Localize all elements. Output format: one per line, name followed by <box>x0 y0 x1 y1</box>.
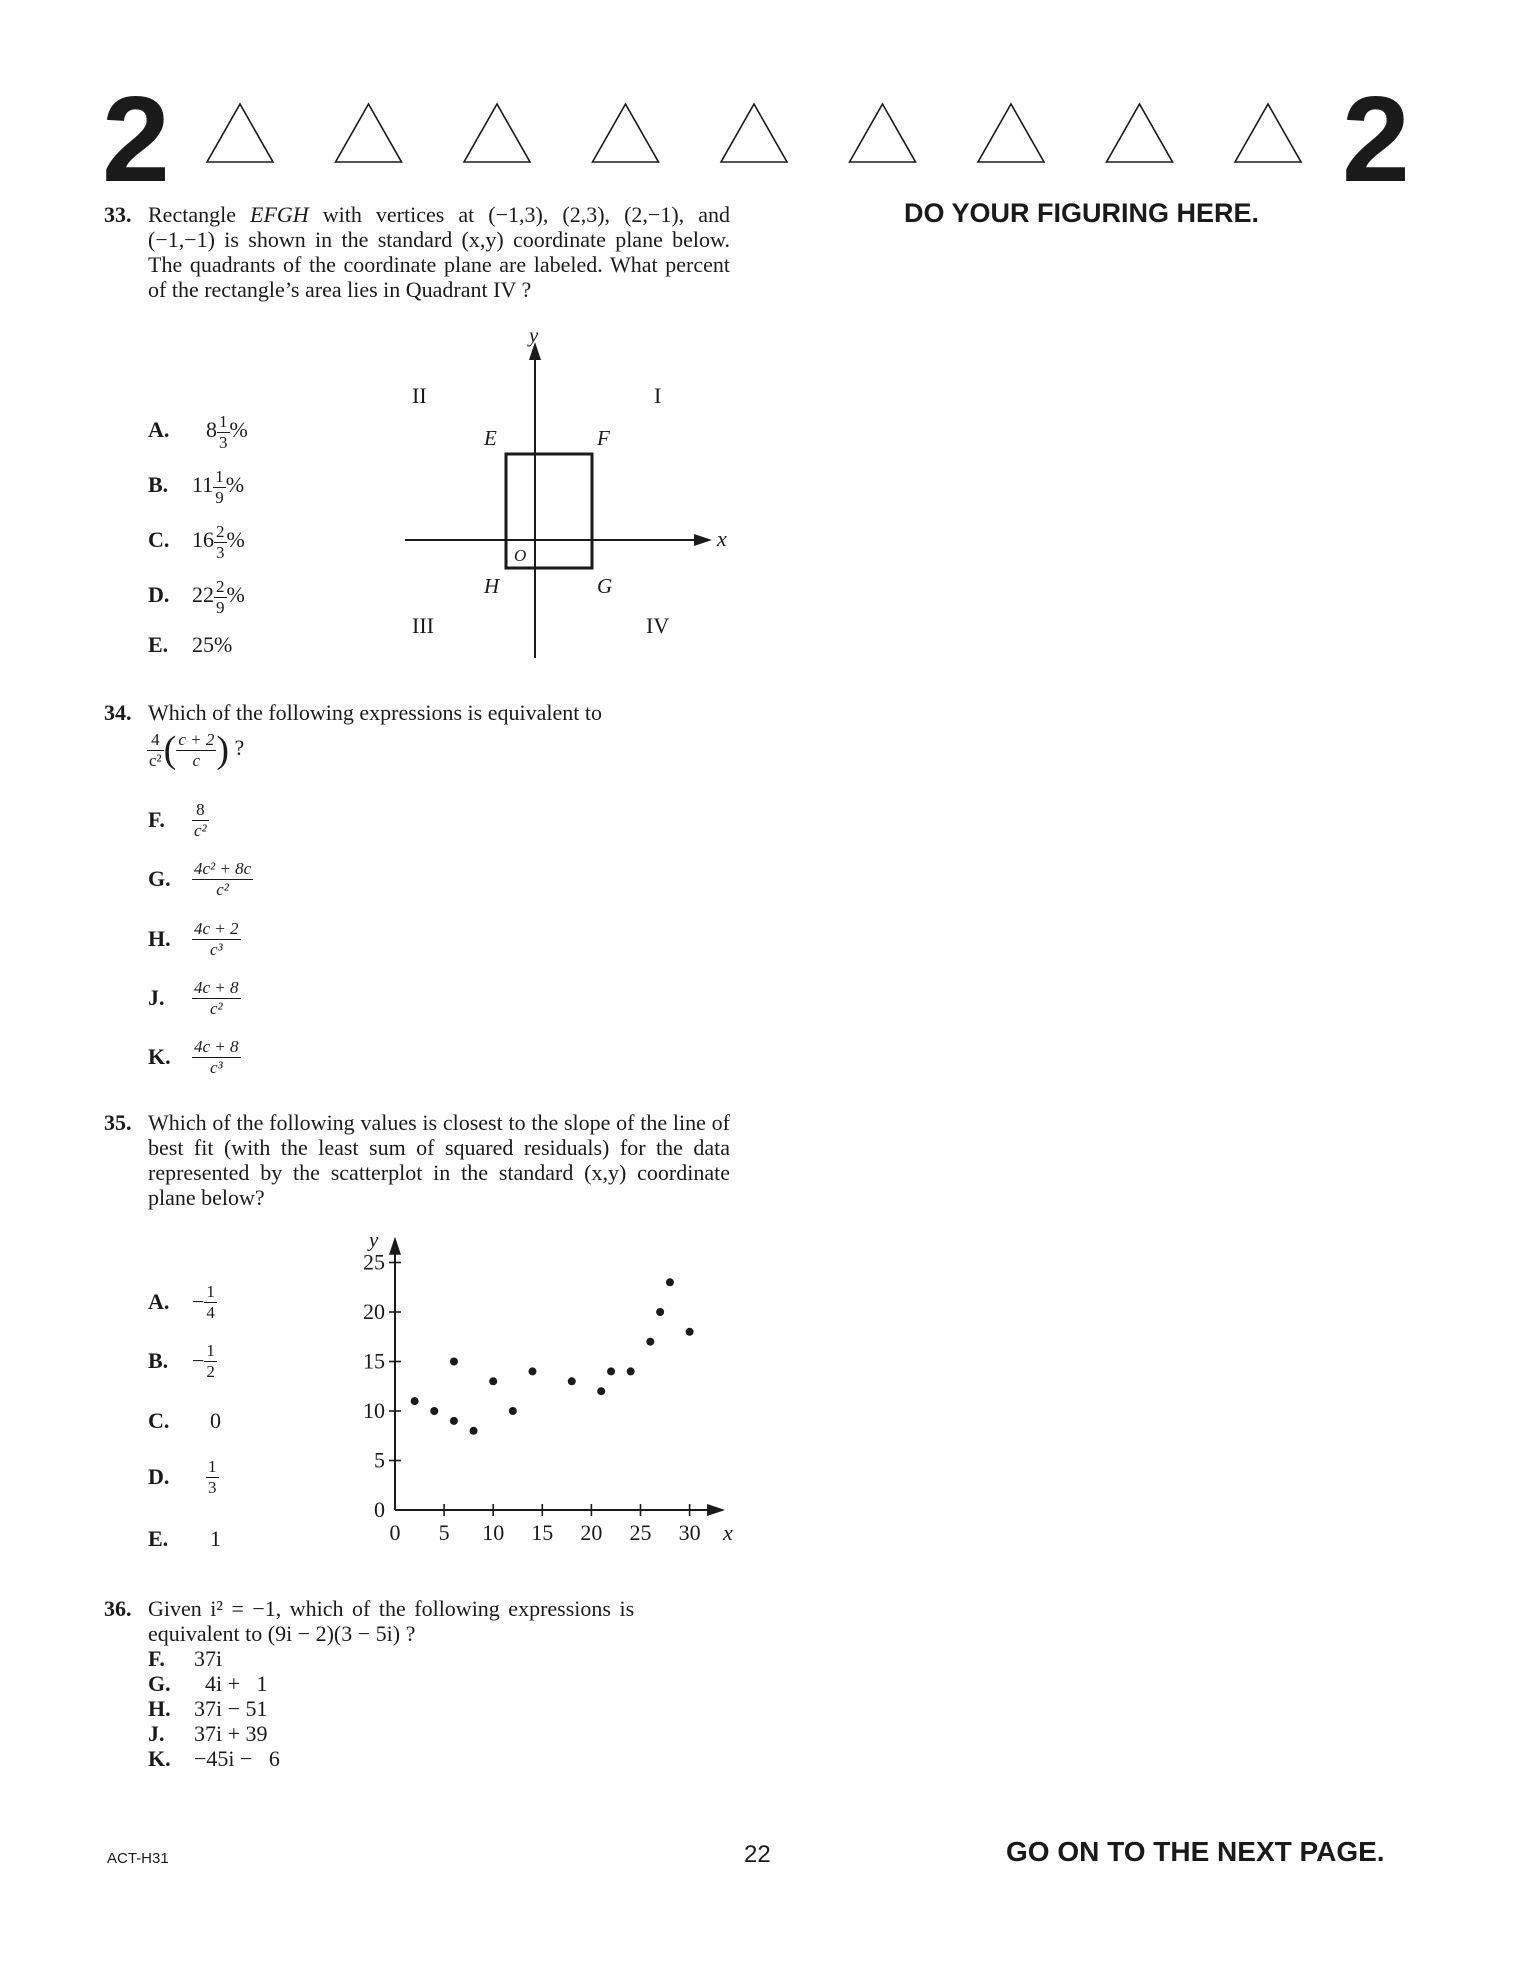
option-b[interactable]: B. 11 $\frac{1}{9}$ % <box>148 467 245 507</box>
fraction: $\frac{\text{4c² + 8c}}{\text{c²}}$ <box>194 859 252 899</box>
y-axis-arrow <box>389 1237 401 1255</box>
x-tick-label: 0 <box>389 1520 401 1545</box>
expression-34: $\frac{4}{\text{c²}}$ ( $\frac{c + 2}{c}$ ) ? <box>149 729 245 771</box>
option-h[interactable]: H. 37i − 51 <box>148 1696 268 1721</box>
triangle-icon <box>464 104 530 162</box>
data-point <box>686 1328 694 1336</box>
option-j[interactable]: J. 37i + 39 <box>148 1721 268 1746</box>
x-tick-label: 20 <box>580 1520 603 1545</box>
data-point <box>489 1377 497 1385</box>
question-text: Given i² = −1, which of the following expressions is equivalent to (9i − 2)(3 − 5i) ? <box>148 1596 635 1646</box>
fraction: $\frac{c + 2}{c}$ <box>178 729 215 770</box>
x-axis-arrow <box>694 534 712 546</box>
x-tick-label: 25 <box>629 1520 652 1545</box>
option-j[interactable]: J. $\frac{4c + 8}{\text{c²}}$ <box>148 978 239 1018</box>
x-tick-label: 10 <box>482 1520 505 1545</box>
data-point <box>597 1387 605 1395</box>
question-36 <box>104 1596 730 1646</box>
quadrant-ii-label: II <box>412 383 427 408</box>
question-35 <box>104 1110 730 1210</box>
fraction: $\frac{2}{9}$ <box>216 577 225 617</box>
next-page-label: GO ON TO THE NEXT PAGE. <box>1006 1836 1385 1867</box>
x-axis-arrow <box>707 1504 725 1516</box>
quadrant-i-label: I <box>654 383 662 408</box>
triangle-icon <box>850 104 916 162</box>
fraction: $\frac{2}{3}$ <box>216 522 225 562</box>
y-tick-label: 15 <box>363 1348 385 1374</box>
figuring-label: DO YOUR FIGURING HERE. <box>904 198 1260 228</box>
option-c[interactable]: C. 16 $\frac{2}{3}$ % <box>148 522 245 562</box>
quadrant-iii-label: III <box>412 613 434 638</box>
triangle-icon <box>207 104 273 162</box>
option-c[interactable]: C. 0 <box>148 1408 221 1433</box>
data-point <box>411 1397 419 1405</box>
triangle-icon <box>1107 104 1173 162</box>
question-number: 35. <box>104 1110 132 1135</box>
fraction: $\frac{1}{3}$ <box>208 1457 217 1497</box>
section-number-right: 2 <box>1342 71 1410 207</box>
question-text: Which of the following expressions is equivalent to <box>148 700 602 725</box>
vertex-g-label: G <box>597 574 613 598</box>
question-34 <box>104 700 730 725</box>
data-point <box>607 1367 615 1375</box>
origin-label: O <box>514 546 527 565</box>
option-f[interactable]: F. $\frac{8}{\text{c²}}$ <box>148 800 207 840</box>
option-k[interactable]: K. −45i − 6 <box>148 1746 280 1771</box>
option-a[interactable]: A. − $\frac{1}{4}$ <box>148 1282 215 1322</box>
scatterplot <box>330 1228 750 1573</box>
option-h[interactable]: H. $\frac{4c + 2}{\text{c³}}$ <box>148 919 239 959</box>
data-point <box>430 1407 438 1415</box>
data-point <box>627 1367 635 1375</box>
triangle-icon <box>336 104 402 162</box>
option-g[interactable]: G. $\frac{\text{4c² + 8c}}{\text{c²}}$ <box>148 859 252 899</box>
fraction: $\frac{1}{9}$ <box>215 467 224 507</box>
option-f[interactable]: F. 37i <box>148 1646 223 1671</box>
fraction: $\frac{1}{3}$ <box>219 412 228 452</box>
fraction: $\frac{4c + 8}{\text{c³}}$ <box>194 1037 239 1077</box>
triangle-row <box>205 100 1320 175</box>
x-tick-label: 15 <box>531 1520 554 1545</box>
x-axis-label: x <box>717 526 727 551</box>
option-e[interactable]: E. 1 <box>148 1526 221 1551</box>
fraction: $\frac{4c + 8}{\text{c²}}$ <box>194 978 239 1018</box>
triangle-row-svg <box>205 100 1320 170</box>
vertex-e-label: E <box>484 426 497 450</box>
question-number: 34. <box>104 700 132 725</box>
triangle-icon <box>1235 104 1301 162</box>
data-point <box>646 1338 654 1346</box>
option-g[interactable]: G. 4i + 1 <box>148 1671 268 1696</box>
fraction: $\frac{4c + 2}{\text{c³}}$ <box>194 919 239 959</box>
fraction: $\frac{1}{4}$ <box>206 1282 215 1322</box>
triangle-icon <box>593 104 659 162</box>
fraction: $\frac{4}{\text{c²}}$ <box>149 729 162 770</box>
section-number-left: 2 <box>102 71 170 207</box>
answer-options-36 <box>148 1646 280 1771</box>
y-axis-label: y <box>369 1228 379 1252</box>
triangle-icon <box>978 104 1044 162</box>
y-tick-label: 5 <box>374 1447 385 1473</box>
rectangle-figure <box>400 330 750 665</box>
y-axis-label: y <box>529 330 539 347</box>
form-code: ACT-H31 <box>107 1850 169 1867</box>
data-point <box>509 1407 517 1415</box>
fraction: $\frac{1}{2}$ <box>206 1341 215 1381</box>
vertex-h-label: H <box>484 574 500 598</box>
vertex-f-label: F <box>597 426 610 450</box>
option-e[interactable]: E. 25% <box>148 632 233 657</box>
x-tick-label: 30 <box>678 1520 701 1545</box>
option-d[interactable]: D. 22 $\frac{2}{9}$ % <box>148 577 245 617</box>
data-point <box>470 1427 478 1435</box>
triangle-icon <box>721 104 787 162</box>
x-axis-label: x <box>723 1520 733 1545</box>
fraction: $\frac{8}{\text{c²}}$ <box>194 800 207 840</box>
data-point <box>528 1367 536 1375</box>
y-tick-label: 25 <box>363 1249 385 1275</box>
page-number: 22 <box>744 1841 771 1868</box>
question-number: 36. <box>104 1596 132 1621</box>
question-33 <box>104 202 730 302</box>
data-point <box>450 1417 458 1425</box>
x-tick-label: 5 <box>438 1520 450 1545</box>
data-point <box>666 1278 674 1286</box>
data-point <box>568 1377 576 1385</box>
y-tick-label: 10 <box>363 1398 385 1423</box>
option-k[interactable]: K. $\frac{4c + 8}{\text{c³}}$ <box>148 1037 239 1077</box>
question-number: 33. <box>104 202 132 227</box>
quadrant-iv-label: IV <box>646 613 670 638</box>
data-point <box>656 1308 664 1316</box>
y-tick-label: 20 <box>363 1299 385 1324</box>
option-a[interactable]: A. 8 $\frac{1}{3}$ % <box>148 412 248 452</box>
question-text: Which of the following values is closest to the slope of the line of best fit (with the least sum of squared residuals) for the data represented by the scatterplot in the standard (x,y) coordinate plane below? <box>148 1110 730 1210</box>
y-tick-label: 0 <box>374 1497 385 1522</box>
option-b[interactable]: B. − $\frac{1}{2}$ <box>148 1341 215 1381</box>
option-d[interactable]: D. $\frac{1}{3}$ <box>148 1457 217 1497</box>
data-point <box>450 1358 458 1366</box>
question-text: Rectangle EFGH with vertices at (−1,3), (2,3), (2,−1), and (−1,−1) is shown in the standard (x,y) coordinate plane below. The quadrants of the coordinate plane are labeled. What percent of the rectangle’s area lies in Quadrant IV ? <box>148 202 730 302</box>
